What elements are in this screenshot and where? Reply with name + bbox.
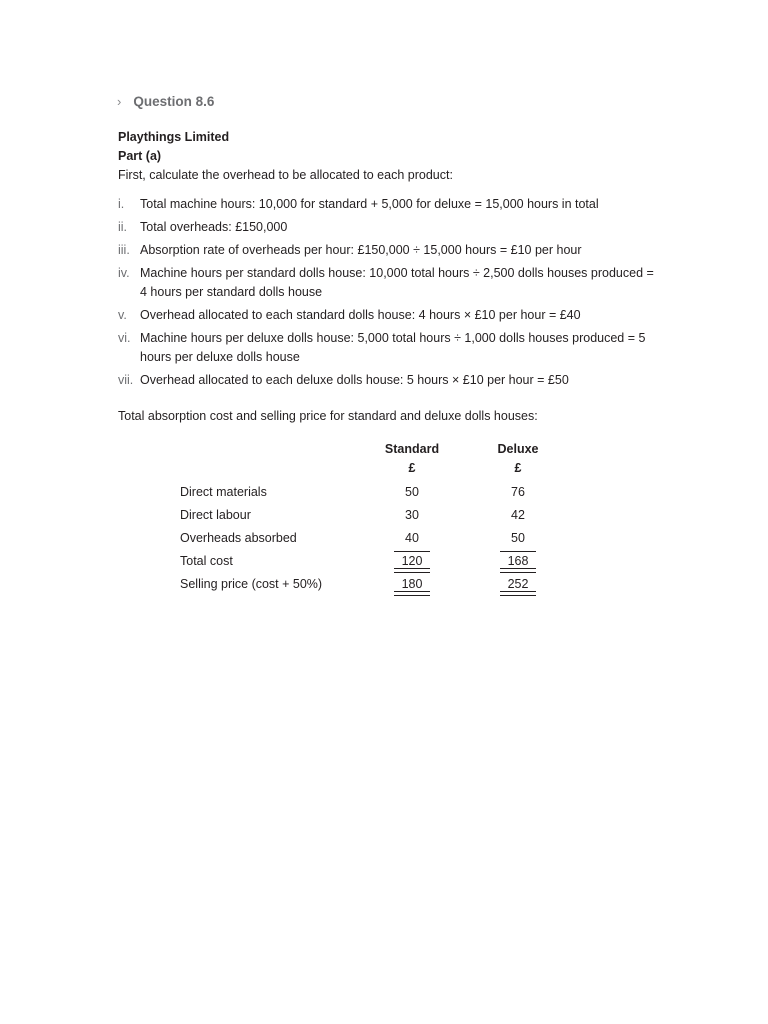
intro-text: First, calculate the overhead to be allocated to each product:	[118, 168, 453, 182]
question-title: Question 8.6	[133, 94, 215, 109]
standard-value: 30	[405, 508, 419, 522]
row-label: Total cost	[180, 554, 233, 568]
standard-total: 120	[392, 550, 432, 573]
list-item	[118, 195, 658, 214]
summary-text: Total absorption cost and selling price for standard and deluxe dolls houses:	[118, 409, 538, 423]
row-label: Selling price (cost + 50%)	[180, 577, 323, 591]
step-number: i.	[118, 197, 125, 211]
list-item	[118, 306, 658, 325]
table-row-selling-price	[180, 573, 550, 596]
table-header-row	[180, 438, 550, 461]
question-heading	[117, 94, 214, 109]
standard-value: 50	[405, 485, 419, 499]
standard-selling-price: 180	[392, 573, 432, 596]
table-row	[180, 504, 550, 527]
step-text: Machine hours per deluxe dolls house: 5,000 total hours ÷ 1,000 dolls houses produced = 5 hours per deluxe dolls house	[140, 331, 646, 364]
list-item	[118, 264, 658, 302]
standard-value: 40	[405, 531, 419, 545]
calculation-steps	[118, 195, 658, 394]
step-number: iii.	[118, 243, 130, 257]
deluxe-total: 168	[498, 550, 538, 573]
step-number: v.	[118, 308, 127, 322]
step-text: Absorption rate of overheads per hour: £150,000 ÷ 15,000 hours = £10 per hour	[140, 243, 582, 257]
column-header-deluxe: Deluxe	[497, 442, 539, 456]
deluxe-value: 76	[511, 485, 525, 499]
step-text: Overhead allocated to each standard dolls house: 4 hours × £10 per hour = £40	[140, 308, 581, 322]
step-number: ii.	[118, 220, 128, 234]
step-number: vii.	[118, 373, 134, 387]
row-label: Overheads absorbed	[180, 531, 297, 545]
row-label: Direct labour	[180, 508, 251, 522]
currency-standard: £	[408, 461, 416, 475]
list-item	[118, 329, 658, 367]
chevron-right-icon: ›	[117, 94, 122, 109]
step-text: Machine hours per standard dolls house: 10,000 total hours ÷ 2,500 dolls houses produced = 4 hours per standard dolls house	[140, 266, 654, 299]
deluxe-value: 42	[511, 508, 525, 522]
step-text: Total overheads: £150,000	[140, 220, 288, 234]
list-item	[118, 241, 658, 260]
table-row	[180, 527, 550, 550]
table-row-total	[180, 550, 550, 573]
step-number: vi.	[118, 331, 131, 345]
row-label: Direct materials	[180, 485, 267, 499]
step-text: Total machine hours: 10,000 for standard + 5,000 for deluxe = 15,000 hours in total	[140, 197, 599, 211]
table-row	[180, 481, 550, 504]
list-item	[118, 218, 658, 237]
column-header-standard: Standard	[384, 442, 440, 456]
step-number: iv.	[118, 266, 130, 280]
cost-table	[180, 438, 550, 596]
deluxe-selling-price: 252	[498, 573, 538, 596]
list-item	[118, 371, 658, 390]
part-label: Part (a)	[118, 149, 162, 163]
company-name: Playthings Limited	[118, 130, 230, 144]
deluxe-value: 50	[511, 531, 525, 545]
currency-deluxe: £	[514, 461, 522, 475]
step-text: Overhead allocated to each deluxe dolls house: 5 hours × £10 per hour = £50	[140, 373, 569, 387]
currency-row	[180, 461, 550, 481]
